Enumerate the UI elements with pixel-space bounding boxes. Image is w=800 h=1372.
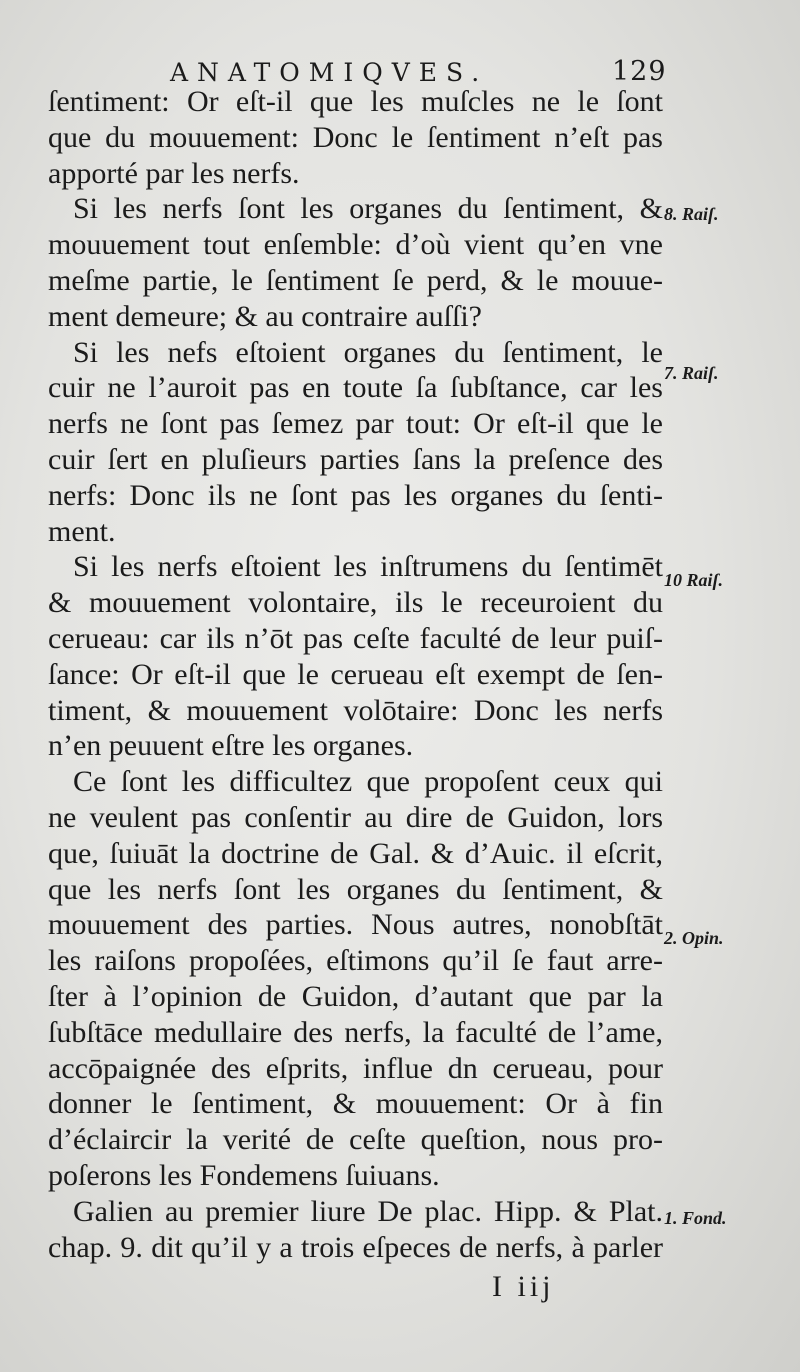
text-line: poſerons les Fondemens ſuiuans. [48, 1158, 440, 1192]
text-line: Si les nerfs ſont les organes du ſentiment, & [73, 192, 663, 226]
text-line: Galien au premier liure De plac. Hipp. & Plat. [73, 1194, 663, 1228]
text-line: ſentiment: Or eſt-il que les muſcles ne le ſont [48, 85, 663, 118]
text-line: meſme partie, le ſentiment ſe perd, & le mouue- [48, 263, 663, 297]
text-line: ſubſtāce medullaire des nerfs, la faculté de l’ame, [48, 1015, 663, 1049]
text-line: Ce ſont les difficultez que propoſent ceux qui [73, 765, 663, 799]
text-line: chap. 9. dit qu’il y a trois eſpeces de nerfs, à parler [48, 1230, 663, 1264]
text-line: cuir ne l’auroit pas en toute ſa ſubſtance, car les [48, 371, 663, 405]
text-line: ne veulent pas conſentir au dire de Guidon, lors [48, 800, 663, 834]
margin-note: 8. Raiſ. [664, 204, 719, 224]
body-text [48, 84, 663, 1265]
margin-note: 10 Raiſ. [664, 570, 724, 590]
text-line: les raiſons propoſées, eſtimons qu’il ſe faut arre- [48, 944, 663, 978]
text-line: mouuement des parties. Nous autres, nonobſtāt [48, 908, 663, 942]
text-line: ment. [48, 514, 116, 548]
text-line: cuir ſert en pluſieurs parties ſans la preſence des [48, 442, 663, 476]
margin-note: 2. Opin. [664, 928, 724, 948]
text-line: que, ſuiuāt la doctrine de Gal. & d’Auic. il eſcrit, [48, 836, 663, 870]
text-line: ſter à l’opinion de Guidon, d’autant que par la [48, 979, 663, 1013]
text-line: que les nerfs ſont les organes du ſentiment, & [48, 872, 663, 906]
text-line: & mouuement volontaire, ils le receuroient du [48, 586, 663, 620]
running-title: ANATOMIQVES. [170, 58, 489, 87]
text-line: cerueau: car ils n’ōt pas ceſte faculté de leur puiſ- [48, 621, 663, 655]
margin-note: 7. Raiſ. [664, 363, 719, 383]
text-line: Si les nerfs eſtoient les inſtrumens du ſentimēt [73, 550, 663, 584]
text-line: ment demeure; & au contraire auſſi? [48, 299, 482, 333]
text-line: d’éclaircir la verité de ceſte queſtion, nous pro- [48, 1123, 663, 1157]
text-line: ſance: Or eſt-il que le cerueau eſt exempt de ſen- [48, 657, 663, 691]
text-line: n’en peuuent eſtre les organes. [48, 729, 414, 763]
text-line: donner le ſentiment, & mouuement: Or à fin [48, 1087, 663, 1121]
signature-mark: I iij [492, 1270, 555, 1303]
text-line: timent, & mouuement volōtaire: Donc les nerfs [48, 693, 663, 727]
margin-note: 1. Fond. [664, 1208, 727, 1228]
text-line: accōpaignée des eſprits, influe dn cerueau, pour [48, 1051, 663, 1085]
text-line: nerfs: Donc ils ne ſont pas les organes du ſenti- [48, 478, 663, 512]
text-line: Si les nefs eſtoient organes du ſentiment, le [73, 335, 663, 369]
text-line: que du mouuement: Donc le ſentiment n’eſt pas [48, 120, 663, 154]
page-number: 129 [612, 56, 667, 87]
text-line: nerfs ne ſont pas ſemez par tout: Or eſt-il que le [48, 407, 663, 441]
text-line: apporté par les nerfs. [48, 156, 300, 190]
text-line: mouuement tout enſemble: d’où vient qu’en vne [48, 228, 663, 262]
